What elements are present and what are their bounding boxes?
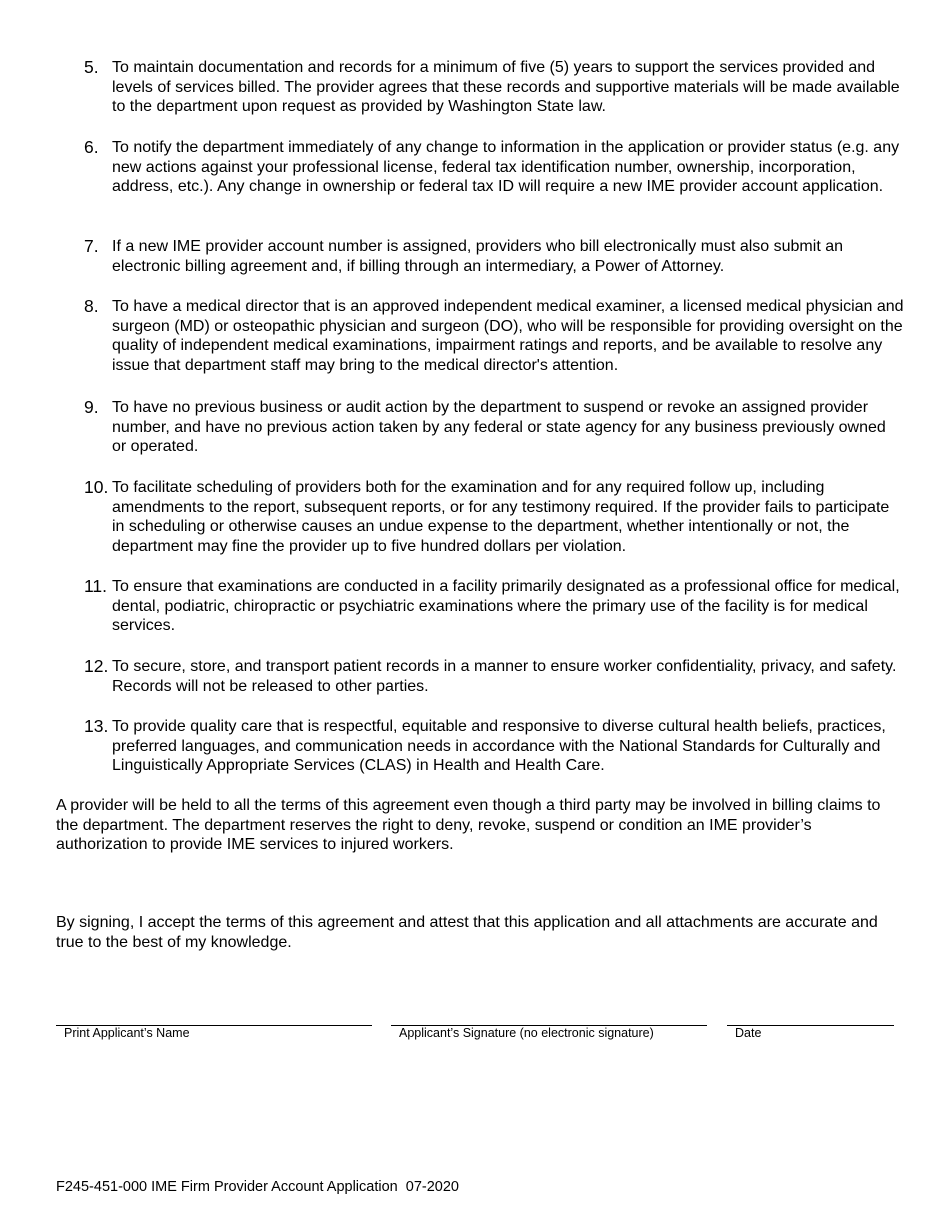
provider-terms-paragraph: A provider will be held to all the terms of this agreement even though a third party may be involved in billing claims to the department. The department reserves the right to deny, revoke, suspend or condition an IME provider’s authorization to provide IME services to injured workers.: [56, 797, 881, 854]
term-item-6: [84, 138, 904, 197]
term-item-11: [84, 577, 904, 636]
term-text: If a new IME provider account number is assigned, providers who bill electronically must also submit an electronic billing agreement and, if billing through an intermediary, a Power of Attorney.: [112, 238, 843, 275]
term-item-10: [84, 478, 904, 556]
term-text: To ensure that examinations are conducted in a facility primarily designated as a professional office for medical, dental, podiatric, chiropractic or psychiatric examinations where the primary use of the facility is for medical services.: [112, 578, 900, 635]
term-text: To notify the department immediately of any change to information in the application or provider status (e.g. any new actions against your professional license, federal tax identification number, ownership, incorporation, address, etc.). Any change in ownership or federal tax ID will require a new IME provider account application.: [112, 139, 900, 196]
term-text: To provide quality care that is respectful, equitable and responsive to diverse cultural health beliefs, practices, preferred languages, and communication needs in accordance with the National Standards for Culturally and Linguistically Appropriate Services (CLAS) in Health and Health Care.: [112, 718, 886, 775]
term-number: 12.: [84, 656, 109, 676]
term-number: 8.: [84, 296, 99, 316]
term-item-9: [84, 398, 904, 457]
term-item-5: [84, 58, 904, 117]
term-item-8: [84, 297, 904, 375]
term-text: To have no previous business or audit action by the department to suspend or revoke an assigned provider number, and have no previous action taken by any federal or state agency for any business previously owned or operated.: [112, 399, 886, 456]
term-number: 5.: [84, 57, 99, 77]
term-item-13: [84, 717, 904, 776]
term-number: 9.: [84, 397, 99, 417]
date-label: Date: [735, 1026, 762, 1040]
term-number: 13.: [84, 716, 109, 736]
applicant-name-label: Print Applicant’s Name: [64, 1026, 190, 1040]
term-item-7: [84, 237, 904, 276]
term-number: 7.: [84, 236, 99, 256]
applicant-signature-label: Applicant’s Signature (no electronic signature): [399, 1026, 654, 1040]
term-text: To maintain documentation and records for a minimum of five (5) years to support the services provided and levels of services billed. The provider agrees that these records and supportive materials will be made available to the department upon request as provided by Washington State law.: [112, 59, 900, 116]
term-number: 10.: [84, 477, 109, 497]
term-number: 6.: [84, 137, 99, 157]
term-text: To facilitate scheduling of providers both for the examination and for any required follow up, including amendments to the report, subsequent reports, or for any testimony required. If the provider fails to participate in scheduling or otherwise causes an undue expense to the department, whether intentionally or not, the department may fine the provider up to five hundred dollars per violation.: [112, 479, 890, 555]
term-text: To have a medical director that is an approved independent medical examiner, a licensed medical physician and surgeon (MD) or osteopathic physician and surgeon (DO), who will be responsible for providing oversight on the quality of independent medical examinations, impairment ratings and reports, and be available to resolve any issue that department staff may bring to the medical director's attention.: [112, 298, 904, 374]
term-text: To secure, store, and transport patient records in a manner to ensure worker confidentiality, privacy, and safety. Records will not be released to other parties.: [112, 658, 897, 695]
term-item-12: [84, 657, 904, 696]
form-footer: F245-451-000 IME Firm Provider Account Application 07-2020: [56, 1179, 459, 1195]
attestation-paragraph: By signing, I accept the terms of this agreement and attest that this application and all attachments are accurate and true to the best of my knowledge.: [56, 914, 878, 951]
term-number: 11.: [84, 576, 108, 596]
